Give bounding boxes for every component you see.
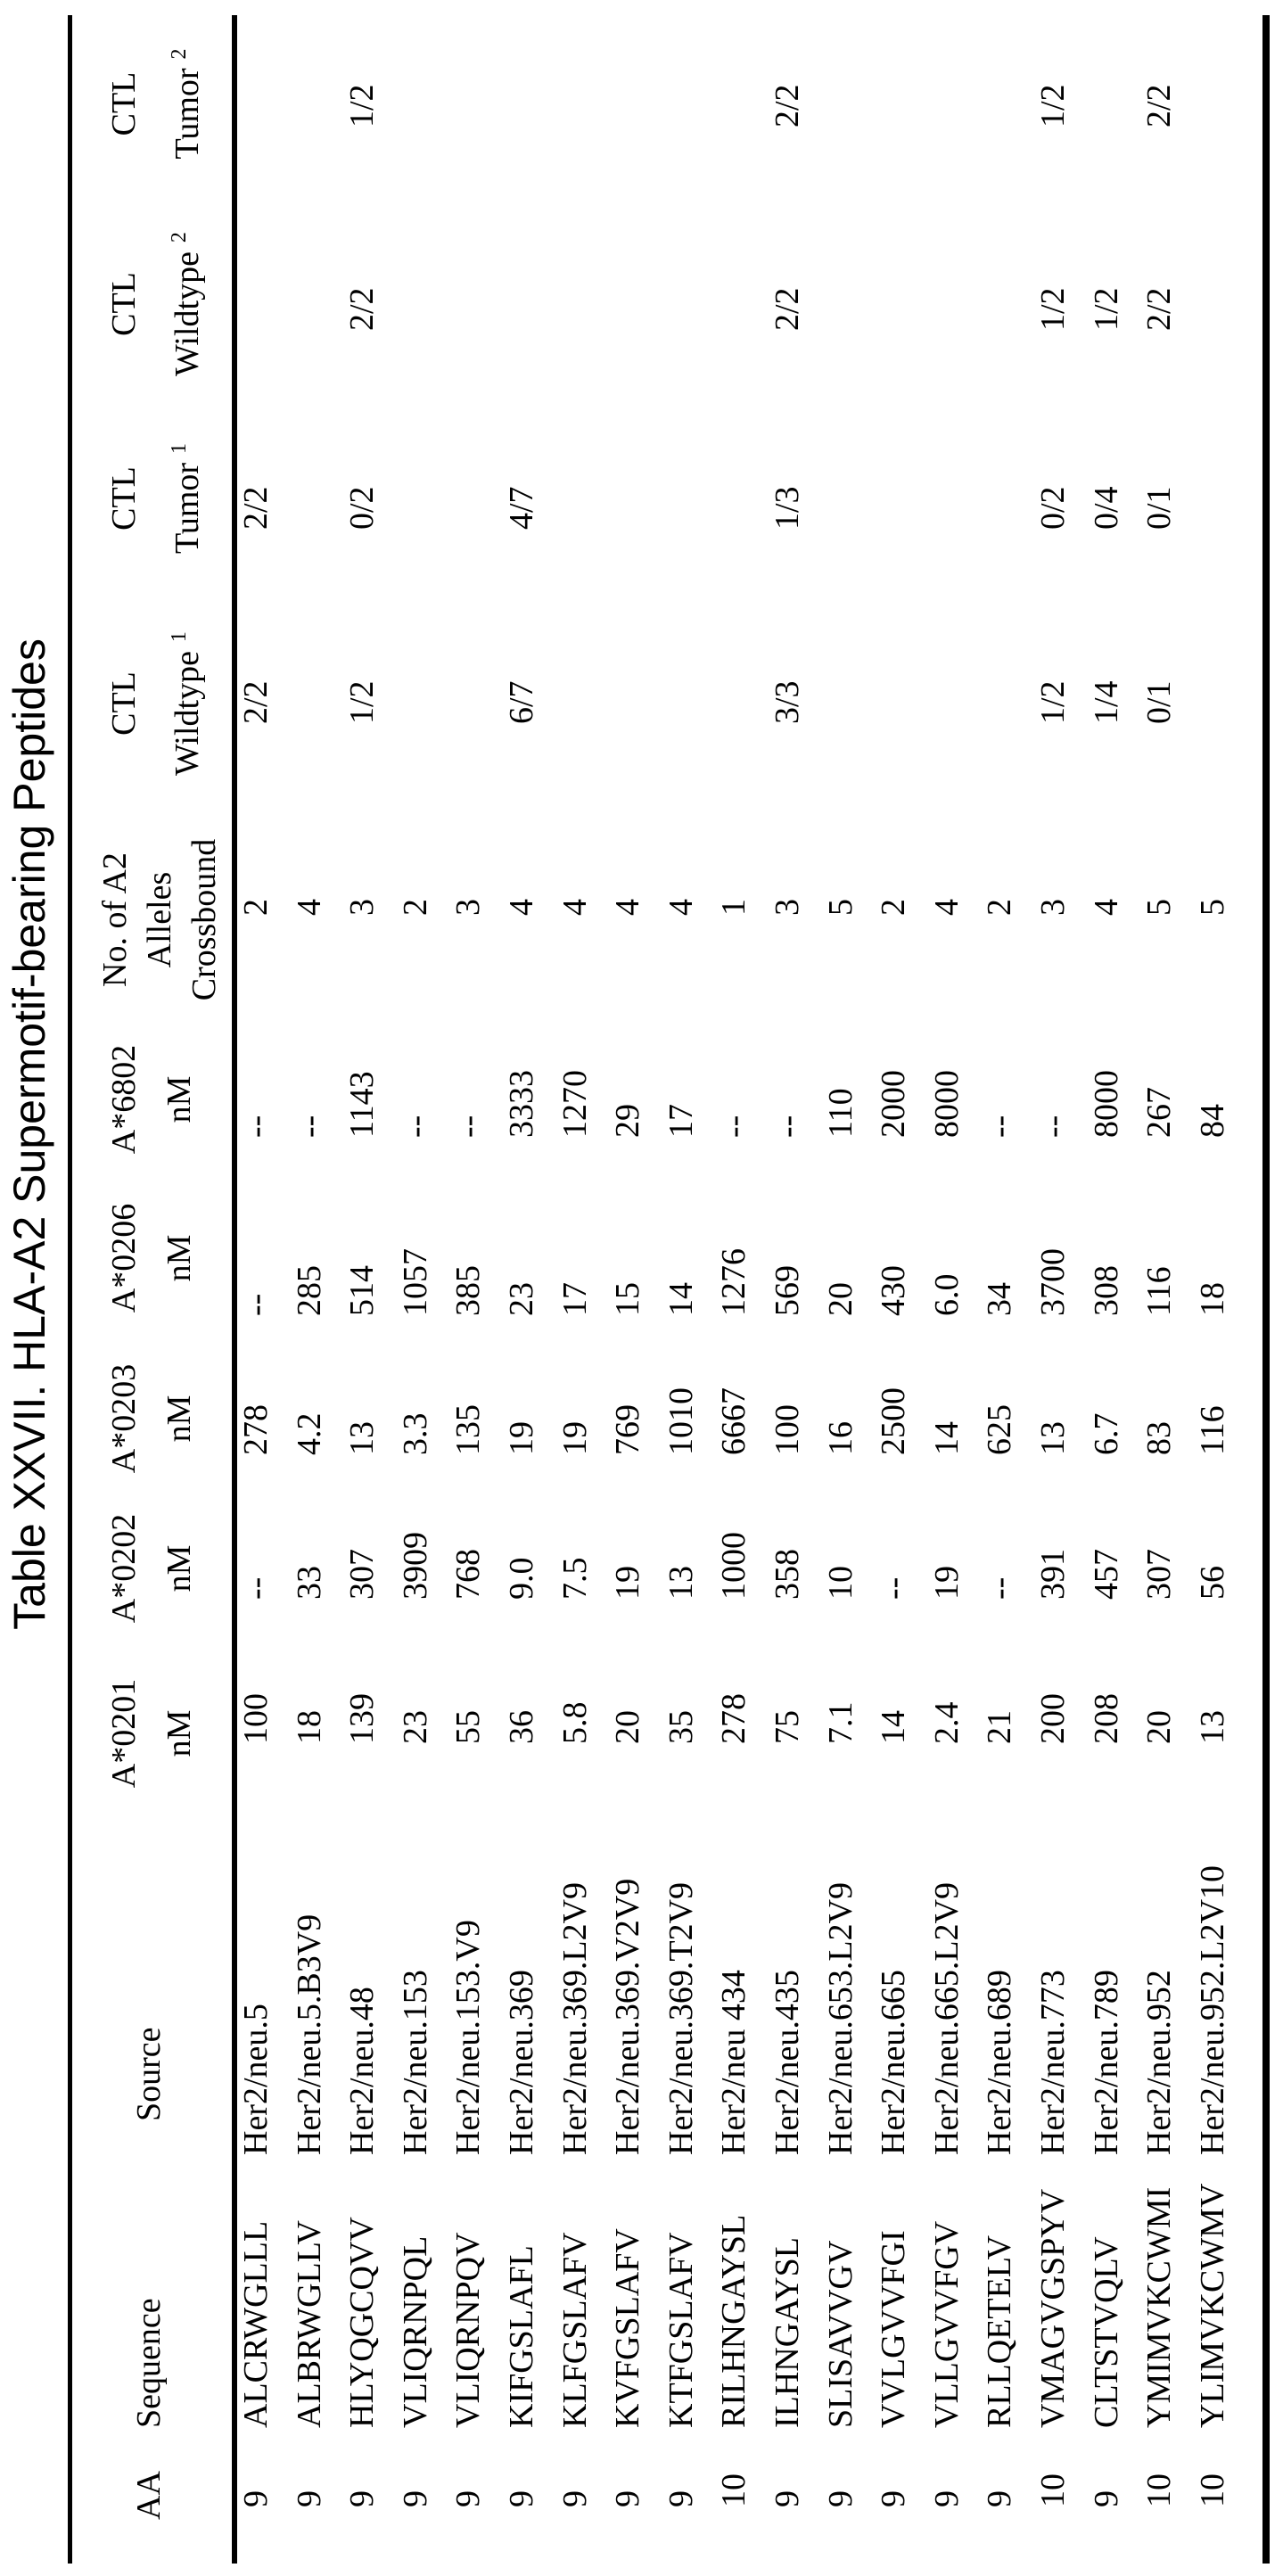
cell-a0201: 20 bbox=[1141, 1710, 1177, 1744]
header-source: Source bbox=[132, 2027, 166, 2121]
cell-source: Her2/neu.48 bbox=[344, 1987, 380, 2155]
cell-crossbound: 4 bbox=[1089, 899, 1124, 916]
cell-a6802: 110 bbox=[823, 1088, 859, 1138]
cell-sequence: ALBRWGLLV bbox=[292, 2220, 327, 2428]
cell-a0203: 19 bbox=[504, 1421, 539, 1455]
cell-a0202: 3909 bbox=[398, 1532, 433, 1600]
cell-sequence: VVLGVVFGI bbox=[876, 2230, 911, 2428]
header-line: Crossbound bbox=[182, 828, 226, 1011]
footnote-marker: 2 bbox=[168, 232, 191, 243]
cell-a6802: 267 bbox=[1141, 1087, 1177, 1138]
footnote-marker: 1 bbox=[168, 443, 191, 454]
cell-ctl-wt1: 3/3 bbox=[769, 680, 805, 724]
cell-crossbound: 4 bbox=[663, 899, 699, 916]
header-aa: AA bbox=[132, 2471, 166, 2520]
cell-sequence: RLLQETELV bbox=[982, 2235, 1017, 2428]
header-ctl-tumor-1 bbox=[107, 432, 204, 565]
cell-source: Her2/neu.653.L2V9 bbox=[823, 1882, 859, 2155]
cell-a6802: -- bbox=[1035, 1115, 1071, 1138]
cell-sequence: VLIQRNPQV bbox=[450, 2232, 486, 2428]
cell-a0206: 1057 bbox=[398, 1248, 433, 1316]
cell-ctl-wt2: 2/2 bbox=[344, 287, 380, 331]
cell-ctl-t1: 1/3 bbox=[769, 486, 805, 530]
header-line: Tumor bbox=[169, 463, 206, 554]
cell-crossbound: 3 bbox=[450, 899, 486, 916]
cell-ctl-wt2: 2/2 bbox=[769, 287, 805, 331]
cell-source: Her2/neu.5.B3V9 bbox=[292, 1914, 327, 2155]
cell-a0201: 2.4 bbox=[929, 1702, 965, 1745]
header-line: CTL bbox=[107, 614, 141, 793]
cell-a0201: 36 bbox=[504, 1710, 539, 1744]
cell-a0202: 19 bbox=[929, 1566, 965, 1600]
cell-a0202: 7.5 bbox=[557, 1558, 593, 1601]
cell-sequence: CLTSTVQLV bbox=[1089, 2236, 1124, 2428]
cell-a0202: 307 bbox=[344, 1549, 380, 1600]
cell-ctl-wt1: 6/7 bbox=[504, 680, 539, 724]
header-a0203 bbox=[107, 1356, 196, 1481]
header-line: Tumor bbox=[169, 68, 206, 159]
cell-a0206: 18 bbox=[1195, 1282, 1230, 1316]
cell-a0203: 116 bbox=[1195, 1405, 1230, 1455]
cell-a0206: 308 bbox=[1089, 1265, 1124, 1316]
cell-aa: 10 bbox=[1195, 2473, 1230, 2507]
cell-source: Her2/neu.789 bbox=[1089, 1970, 1124, 2155]
cell-sequence: KLFGSLAFV bbox=[557, 2232, 593, 2428]
header-line: No. of A2 bbox=[93, 828, 137, 1011]
cell-a0202: 13 bbox=[663, 1566, 699, 1600]
cell-a0201: 20 bbox=[610, 1710, 646, 1744]
cell-sequence: VMAGVGSPYV bbox=[1035, 2189, 1071, 2428]
cell-a6802: -- bbox=[238, 1115, 274, 1138]
cell-a6802: 2000 bbox=[876, 1070, 911, 1138]
header-line: Alleles bbox=[137, 828, 182, 1011]
cell-a0201: 208 bbox=[1089, 1693, 1124, 1744]
header-a0202 bbox=[107, 1506, 196, 1631]
cell-source: Her2/neu.369.V2V9 bbox=[610, 1879, 646, 2155]
cell-ctl-wt2: 2/2 bbox=[1141, 287, 1177, 331]
cell-source: Her2/neu 434 bbox=[716, 1970, 752, 2155]
cell-crossbound: 2 bbox=[238, 899, 274, 916]
cell-ctl-wt1: 1/4 bbox=[1089, 680, 1124, 724]
cell-a6802: -- bbox=[398, 1115, 433, 1138]
cell-a0201: 35 bbox=[663, 1710, 699, 1744]
cell-source: Her2/neu.369 bbox=[504, 1970, 539, 2155]
cell-source: Her2/neu.665 bbox=[876, 1970, 911, 2155]
cell-ctl-wt1: 0/1 bbox=[1141, 680, 1177, 724]
cell-aa: 9 bbox=[1089, 2490, 1124, 2507]
cell-crossbound: 4 bbox=[929, 899, 965, 916]
cell-a0202: 457 bbox=[1089, 1549, 1124, 1600]
cell-source: Her2/neu.153.V9 bbox=[450, 1920, 486, 2155]
cell-aa: 9 bbox=[610, 2490, 646, 2507]
cell-a0201: 18 bbox=[292, 1710, 327, 1744]
cell-a0206: 15 bbox=[610, 1282, 646, 1316]
cell-ctl-wt1: 2/2 bbox=[238, 680, 274, 724]
cell-aa: 9 bbox=[344, 2490, 380, 2507]
cell-a0206: 14 bbox=[663, 1282, 699, 1316]
cell-ctl-t1: 0/2 bbox=[1035, 486, 1071, 530]
cell-a0206: 285 bbox=[292, 1265, 327, 1316]
cell-a0201: 278 bbox=[716, 1693, 752, 1744]
cell-ctl-wt1: 1/2 bbox=[344, 680, 380, 724]
header-unit: nM bbox=[162, 1356, 196, 1481]
cell-a6802: 3333 bbox=[504, 1070, 539, 1138]
bottom-rule bbox=[1262, 15, 1270, 2564]
cell-a6802: 8000 bbox=[929, 1070, 965, 1138]
header-unit: nM bbox=[162, 1196, 196, 1321]
cell-crossbound: 1 bbox=[716, 899, 752, 916]
cell-ctl-t1: 0/1 bbox=[1141, 486, 1177, 530]
cell-a0201: 75 bbox=[769, 1710, 805, 1744]
cell-a0202: 358 bbox=[769, 1549, 805, 1600]
cell-sequence: VLIQRNPQL bbox=[398, 2236, 433, 2428]
cell-a0201: 21 bbox=[982, 1710, 1017, 1744]
cell-a0206: 34 bbox=[982, 1282, 1017, 1316]
cell-crossbound: 3 bbox=[344, 899, 380, 916]
cell-source: Her2/neu.773 bbox=[1035, 1970, 1071, 2155]
header-line: A*6802 bbox=[107, 1037, 141, 1162]
cell-a0201: 139 bbox=[344, 1693, 380, 1744]
cell-sequence: ILHNGAYSL bbox=[769, 2237, 805, 2428]
cell-a0201: 100 bbox=[238, 1693, 274, 1744]
cell-a0202: -- bbox=[876, 1577, 911, 1600]
cell-aa: 10 bbox=[1141, 2473, 1177, 2507]
cell-a0206: 116 bbox=[1141, 1266, 1177, 1316]
header-line: A*0206 bbox=[107, 1196, 141, 1321]
cell-a0202: 9.0 bbox=[504, 1558, 539, 1601]
cell-aa: 9 bbox=[292, 2490, 327, 2507]
cell-source: Her2/neu.369.L2V9 bbox=[557, 1882, 593, 2155]
cell-ctl-t1: 2/2 bbox=[238, 486, 274, 530]
cell-sequence: YLIMVKCWMV bbox=[1195, 2184, 1230, 2428]
cell-a0206: 1276 bbox=[716, 1248, 752, 1316]
cell-a0202: 307 bbox=[1141, 1549, 1177, 1600]
table-title: Table XXVII. HLA-A2 Supermotif-bearing Peptides bbox=[4, 474, 55, 1794]
cell-a6802: 1270 bbox=[557, 1070, 593, 1138]
cell-aa: 9 bbox=[557, 2490, 593, 2507]
header-line: A*0203 bbox=[107, 1356, 141, 1481]
header-line: Wildtype bbox=[169, 251, 206, 376]
cell-crossbound: 4 bbox=[557, 899, 593, 916]
cell-a6802: -- bbox=[769, 1115, 805, 1138]
cell-a0203: 14 bbox=[929, 1421, 965, 1455]
cell-a6802: 8000 bbox=[1089, 1070, 1124, 1138]
header-ctl-tumor-2 bbox=[107, 35, 204, 173]
cell-aa: 10 bbox=[1035, 2473, 1071, 2507]
header-a6802 bbox=[107, 1037, 196, 1162]
cell-a0203: 6667 bbox=[716, 1387, 752, 1455]
header-a0206 bbox=[107, 1196, 196, 1321]
cell-ctl-wt2: 1/2 bbox=[1089, 287, 1124, 331]
cell-source: Her2/neu.952 bbox=[1141, 1970, 1177, 2155]
cell-a6802: 17 bbox=[663, 1104, 699, 1138]
cell-crossbound: 2 bbox=[876, 899, 911, 916]
cell-ctl-t1: 4/7 bbox=[504, 486, 539, 530]
cell-source: Her2/neu.952.L2V10 bbox=[1195, 1865, 1230, 2155]
cell-a0201: 23 bbox=[398, 1710, 433, 1744]
cell-a6802: -- bbox=[450, 1115, 486, 1138]
header-rule bbox=[232, 15, 237, 2564]
cell-a0203: 13 bbox=[344, 1421, 380, 1455]
cell-a0206: 6.0 bbox=[929, 1274, 965, 1317]
cell-a0203: 4.2 bbox=[292, 1413, 327, 1456]
header-ctl-wildtype-1 bbox=[107, 614, 204, 793]
cell-a0201: 14 bbox=[876, 1710, 911, 1744]
header-unit: nM bbox=[162, 1037, 196, 1162]
cell-a0206: 23 bbox=[504, 1282, 539, 1316]
cell-a0206: -- bbox=[238, 1294, 274, 1316]
cell-ctl-t1: 0/2 bbox=[344, 486, 380, 530]
cell-aa: 9 bbox=[876, 2490, 911, 2507]
cell-sequence: VLLGVVFGV bbox=[929, 2221, 965, 2428]
cell-a0203: 2500 bbox=[876, 1387, 911, 1455]
cell-source: Her2/neu.665.L2V9 bbox=[929, 1882, 965, 2155]
cell-aa: 9 bbox=[238, 2490, 274, 2507]
cell-ctl-t1: 0/4 bbox=[1089, 486, 1124, 530]
cell-aa: 9 bbox=[929, 2490, 965, 2507]
cell-crossbound: 3 bbox=[1035, 899, 1071, 916]
header-unit: nM bbox=[162, 1671, 196, 1796]
cell-a0202: -- bbox=[982, 1577, 1017, 1600]
cell-a0203: 100 bbox=[769, 1404, 805, 1455]
header-line: A*0202 bbox=[107, 1506, 141, 1631]
cell-a0206: 430 bbox=[876, 1265, 911, 1316]
cell-crossbound: 2 bbox=[398, 899, 433, 916]
header-line: Wildtype bbox=[169, 651, 206, 776]
cell-a0201: 13 bbox=[1195, 1710, 1230, 1744]
cell-a0203: 135 bbox=[450, 1404, 486, 1455]
cell-ctl-t2: 2/2 bbox=[769, 84, 805, 128]
header-crossbound bbox=[93, 828, 226, 1011]
cell-crossbound: 4 bbox=[504, 899, 539, 916]
cell-source: Her2/neu.5 bbox=[238, 2004, 274, 2155]
cell-sequence: YMIMVKCWMI bbox=[1141, 2187, 1177, 2428]
cell-aa: 9 bbox=[769, 2490, 805, 2507]
cell-source: Her2/neu.689 bbox=[982, 1970, 1017, 2155]
cell-aa: 9 bbox=[398, 2490, 433, 2507]
cell-a0201: 7.1 bbox=[823, 1702, 859, 1745]
cell-crossbound: 4 bbox=[610, 899, 646, 916]
cell-a6802: 84 bbox=[1195, 1104, 1230, 1138]
cell-a0203: 19 bbox=[557, 1421, 593, 1455]
header-line: CTL bbox=[107, 432, 141, 565]
cell-a0202: 19 bbox=[610, 1566, 646, 1600]
cell-ctl-t2: 1/2 bbox=[1035, 84, 1071, 128]
cell-a6802: 29 bbox=[610, 1104, 646, 1138]
cell-a0203: 1010 bbox=[663, 1387, 699, 1455]
footnote-marker: 2 bbox=[168, 48, 191, 59]
cell-a0202: 10 bbox=[823, 1566, 859, 1600]
cell-a0206: 385 bbox=[450, 1265, 486, 1316]
header-line: CTL bbox=[107, 35, 141, 173]
cell-a0203: 625 bbox=[982, 1404, 1017, 1455]
cell-sequence: KTFGSLAFV bbox=[663, 2232, 699, 2428]
cell-a0202: 1000 bbox=[716, 1532, 752, 1600]
cell-a0201: 200 bbox=[1035, 1693, 1071, 1744]
cell-a0206: 20 bbox=[823, 1282, 859, 1316]
cell-sequence: RILHNGAYSL bbox=[716, 2215, 752, 2428]
cell-a6802: 1143 bbox=[344, 1071, 380, 1138]
cell-a0206: 3700 bbox=[1035, 1248, 1071, 1316]
cell-aa: 9 bbox=[823, 2490, 859, 2507]
cell-aa: 10 bbox=[716, 2473, 752, 2507]
cell-ctl-t2: 1/2 bbox=[344, 84, 380, 128]
cell-crossbound: 5 bbox=[823, 899, 859, 916]
cell-ctl-t2: 2/2 bbox=[1141, 84, 1177, 128]
header-sequence: Sequence bbox=[132, 2298, 166, 2428]
cell-a0202: 768 bbox=[450, 1549, 486, 1600]
cell-a0203: 6.7 bbox=[1089, 1413, 1124, 1456]
cell-ctl-wt1: 1/2 bbox=[1035, 680, 1071, 724]
rotated-table-page bbox=[0, 0, 1283, 2576]
cell-a0206: 569 bbox=[769, 1265, 805, 1316]
header-line: CTL bbox=[107, 215, 141, 393]
cell-a0203: 3.3 bbox=[398, 1413, 433, 1456]
cell-a0203: 769 bbox=[610, 1404, 646, 1455]
header-unit: nM bbox=[162, 1506, 196, 1631]
cell-a0201: 55 bbox=[450, 1710, 486, 1744]
cell-crossbound: 2 bbox=[982, 899, 1017, 916]
cell-ctl-wt2: 1/2 bbox=[1035, 287, 1071, 331]
cell-a0203: 13 bbox=[1035, 1421, 1071, 1455]
cell-source: Her2/neu.153 bbox=[398, 1970, 433, 2155]
cell-sequence: ALCRWGLLL bbox=[238, 2221, 274, 2428]
cell-crossbound: 5 bbox=[1195, 899, 1230, 916]
cell-a0202: 33 bbox=[292, 1566, 327, 1600]
header-line: A*0201 bbox=[107, 1671, 141, 1796]
cell-sequence: KIFGSLAFL bbox=[504, 2245, 539, 2428]
cell-aa: 9 bbox=[982, 2490, 1017, 2507]
cell-crossbound: 4 bbox=[292, 899, 327, 916]
cell-aa: 9 bbox=[450, 2490, 486, 2507]
cell-a0202: 391 bbox=[1035, 1549, 1071, 1600]
header-a0201 bbox=[107, 1671, 196, 1796]
cell-crossbound: 3 bbox=[769, 899, 805, 916]
cell-a6802: -- bbox=[982, 1115, 1017, 1138]
top-rule bbox=[68, 15, 72, 2564]
header-ctl-wildtype-2 bbox=[107, 215, 204, 393]
cell-a0206: 514 bbox=[344, 1265, 380, 1316]
cell-sequence: HLYQGCQVV bbox=[344, 2217, 380, 2428]
cell-a0203: 16 bbox=[823, 1421, 859, 1455]
cell-sequence: SLISAVVGV bbox=[823, 2241, 859, 2428]
cell-a0203: 278 bbox=[238, 1404, 274, 1455]
cell-a6802: -- bbox=[292, 1115, 327, 1138]
cell-a0201: 5.8 bbox=[557, 1702, 593, 1745]
cell-a0202: 56 bbox=[1195, 1566, 1230, 1600]
footnote-marker: 1 bbox=[168, 631, 191, 642]
cell-aa: 9 bbox=[504, 2490, 539, 2507]
cell-a0206: 17 bbox=[557, 1282, 593, 1316]
cell-a0202: -- bbox=[238, 1577, 274, 1600]
cell-source: Her2/neu.435 bbox=[769, 1970, 805, 2155]
cell-aa: 9 bbox=[663, 2490, 699, 2507]
cell-a0203: 83 bbox=[1141, 1421, 1177, 1455]
cell-source: Her2/neu.369.T2V9 bbox=[663, 1882, 699, 2155]
cell-crossbound: 5 bbox=[1141, 899, 1177, 916]
cell-a6802: -- bbox=[716, 1115, 752, 1138]
cell-sequence: KVFGSLAFV bbox=[610, 2228, 646, 2428]
